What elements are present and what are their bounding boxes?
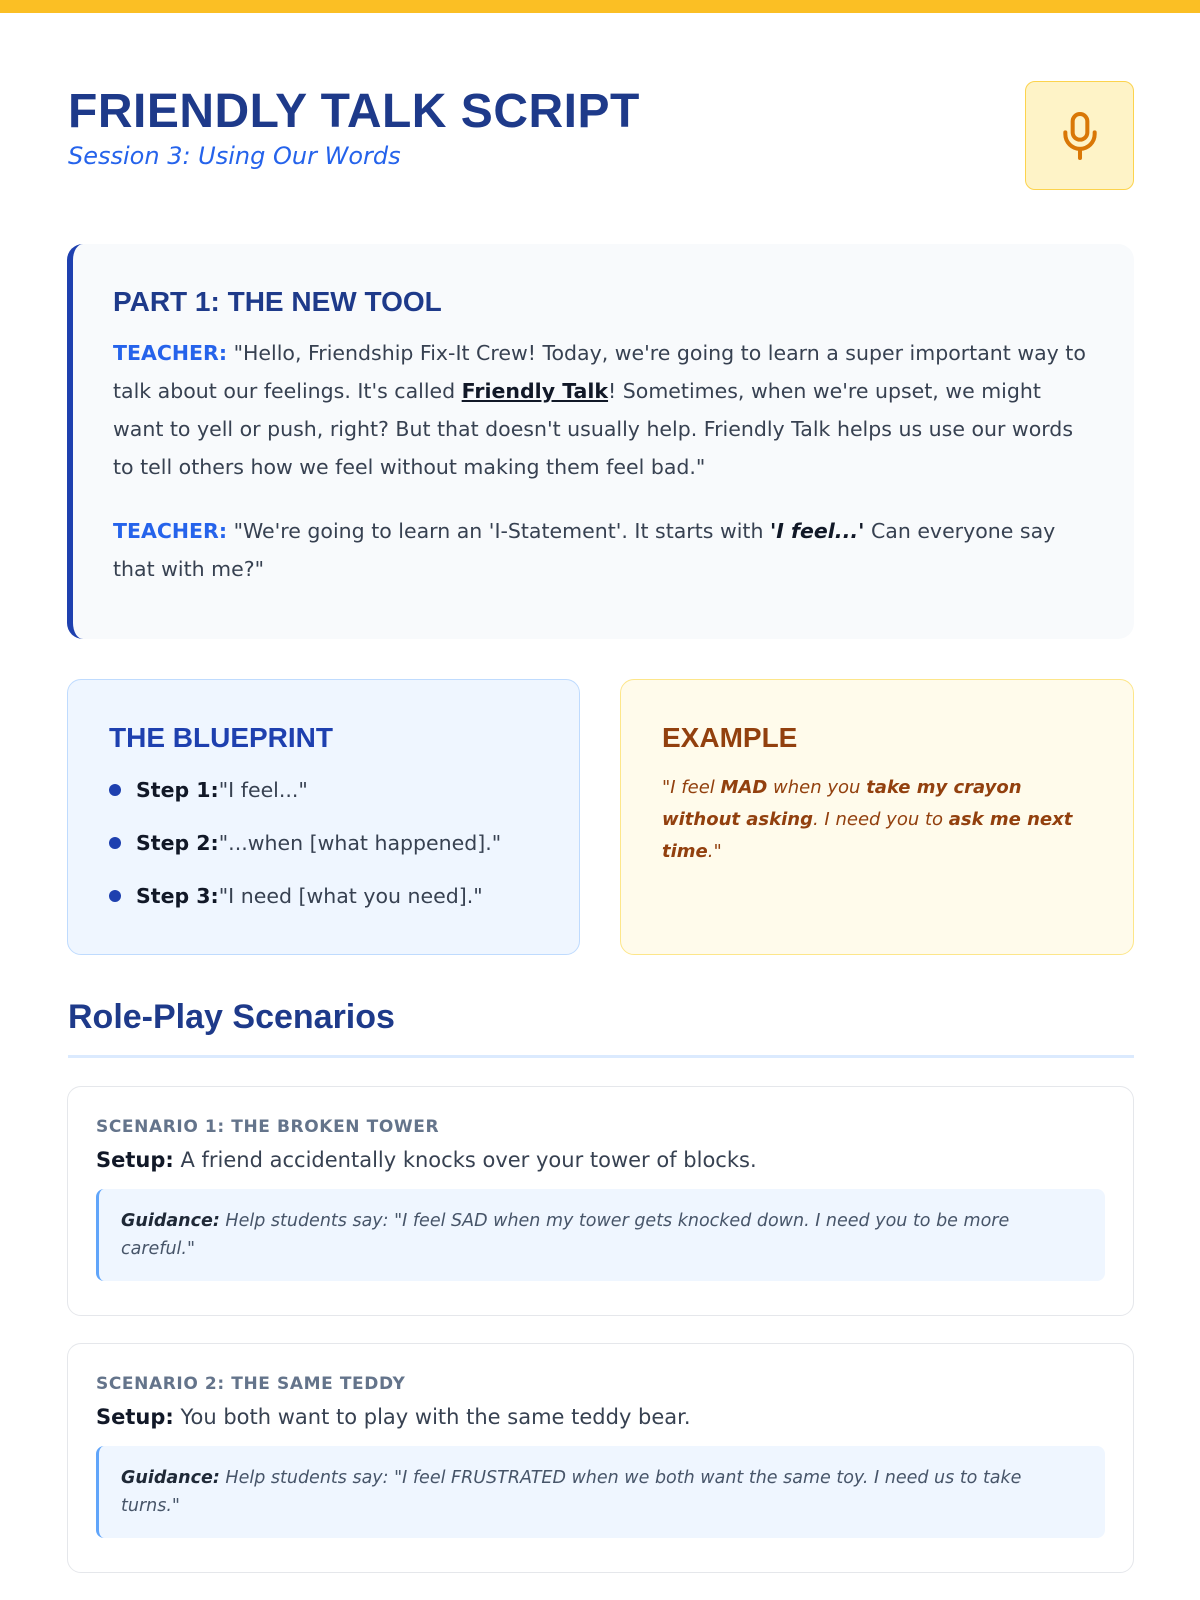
microphone-button[interactable] — [1025, 81, 1134, 190]
part1-card — [67, 244, 1134, 639]
scenarios-heading: Role-Play Scenarios — [68, 998, 395, 1036]
paragraph-text: Can everyone say that with me?" — [113, 519, 1056, 581]
scenario-setup — [96, 1405, 1105, 1429]
step-label: Step 1: — [136, 777, 219, 802]
top-accent-bar — [0, 0, 1200, 13]
teacher-paragraph-2 — [113, 512, 1094, 588]
scenario-card — [67, 1086, 1134, 1316]
setup-label: Setup: — [96, 1148, 174, 1172]
microphone-icon — [1058, 110, 1102, 162]
paragraph-text: "We're going to learn an 'I-Statement'. It starts with — [227, 519, 770, 543]
step-label: Step 2: — [136, 830, 219, 855]
example-need: ask me next time — [662, 809, 1073, 862]
friendly-talk-term: Friendly Talk — [461, 379, 609, 403]
example-text-part: . I need you to — [812, 809, 949, 830]
blueprint-step — [109, 772, 539, 807]
example-emotion: MAD — [720, 777, 768, 798]
example-sentence — [662, 772, 1093, 868]
setup-text: You both want to play with the same teddy bear. — [173, 1405, 691, 1429]
blueprint-title: THE BLUEPRINT — [109, 722, 333, 753]
scenario-guidance — [96, 1446, 1105, 1538]
step-text: "I feel..." — [218, 777, 308, 802]
teacher-paragraph-1 — [113, 334, 1094, 486]
speaker-label: TEACHER: — [113, 341, 228, 365]
blueprint-step — [109, 878, 539, 913]
setup-text: A friend accidentally knocks over your tower of blocks. — [173, 1148, 757, 1172]
guidance-label: Guidance: — [121, 1211, 220, 1231]
example-text-part: when you — [767, 777, 867, 798]
guidance-text: Help students say: "I feel SAD when my tower gets knocked down. I need you to be more careful." — [121, 1211, 1010, 1259]
blueprint-step — [109, 825, 539, 860]
scenario-guidance — [96, 1189, 1105, 1281]
scenario-label: SCENARIO 2: THE SAME TEDDY — [96, 1374, 406, 1394]
page-header — [68, 84, 1134, 194]
example-text-part: ." — [707, 841, 722, 862]
page-subtitle: Session 3: Using Our Words — [68, 142, 401, 170]
guidance-text: Help students say: "I feel FRUSTRATED when we both want the same toy. I need us to take turns." — [121, 1468, 1022, 1516]
part1-title: PART 1: THE NEW TOOL — [113, 286, 442, 317]
step-label: Step 3: — [136, 883, 219, 908]
example-action: take my crayon without asking — [662, 777, 1022, 830]
blueprint-card — [67, 679, 580, 955]
example-title: EXAMPLE — [662, 722, 798, 753]
page-title: FRIENDLY TALK SCRIPT — [68, 85, 640, 138]
example-text-part: "I feel — [662, 777, 721, 798]
scenario-label: SCENARIO 1: THE BROKEN TOWER — [96, 1117, 440, 1137]
scenario-setup — [96, 1148, 1105, 1172]
i-feel-phrase: 'I feel...' — [769, 519, 865, 543]
blueprint-steps — [109, 772, 539, 913]
guidance-label: Guidance: — [121, 1468, 220, 1488]
example-card — [620, 679, 1134, 955]
step-text: "...when [what happened]." — [218, 830, 502, 855]
bullet-icon — [109, 837, 121, 849]
bullet-icon — [109, 890, 121, 902]
scenario-card — [67, 1343, 1134, 1573]
bullet-icon — [109, 784, 121, 796]
step-text: "I need [what you need]." — [218, 883, 483, 908]
paragraph-text: "Hello, Friendship Fix-It Crew! Today, we're going to learn a super important way to talk about our feelings. It's called — [113, 341, 1086, 403]
speaker-label: TEACHER: — [113, 519, 228, 543]
setup-label: Setup: — [96, 1405, 174, 1429]
paragraph-text: ! Sometimes, when we're upset, we might want to yell or push, right? But that doesn't usually help. Friendly Talk helps us use our words to tell others how we feel without making them feel bad." — [113, 379, 1073, 479]
section-divider — [68, 1055, 1134, 1058]
